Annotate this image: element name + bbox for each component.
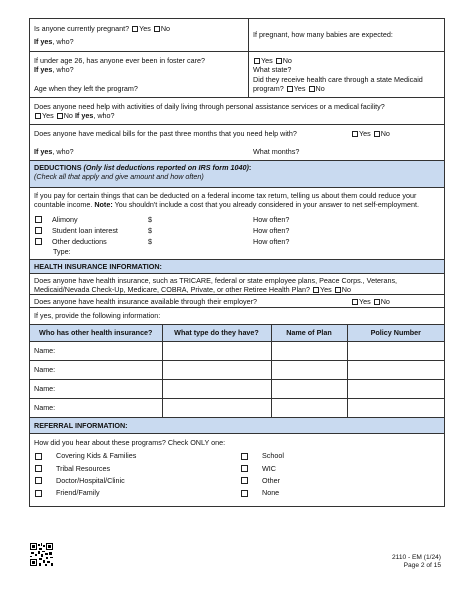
- deductions-note-label: Note:: [94, 200, 113, 210]
- table-row: [30, 341, 444, 360]
- col-plan: Name of Plan: [271, 325, 347, 341]
- referral-checkbox[interactable]: [241, 453, 248, 460]
- insurance-plan-cell[interactable]: [271, 341, 347, 360]
- referral-other: Other: [262, 476, 280, 486]
- alimony-amount[interactable]: $: [148, 214, 152, 224]
- pregnancy-section: [30, 19, 444, 52]
- insurance-name-cell[interactable]: Name:: [30, 360, 162, 379]
- referral-checkbox[interactable]: [35, 477, 42, 484]
- table-row: [30, 379, 444, 398]
- insurance-name-cell[interactable]: Name:: [30, 341, 162, 360]
- insurance-plan-cell[interactable]: [271, 398, 347, 417]
- insurance-type-cell[interactable]: [162, 379, 271, 398]
- referral-option: [240, 451, 440, 460]
- referral-checkbox[interactable]: [35, 490, 42, 497]
- qr-code-icon: [30, 543, 53, 566]
- foster-yes-label: Yes: [261, 56, 273, 65]
- referral-option: [34, 488, 240, 497]
- deductions-subheader: (Check all that apply and give amount and how often): [34, 172, 204, 182]
- deduction-other: [34, 236, 440, 247]
- foster-question: If under age 26, has anyone ever been in foster care?: [34, 56, 206, 65]
- foster-if-yes: If yes: [34, 65, 53, 75]
- referral-tribal: Tribal Resources: [56, 463, 111, 473]
- referral-body: [30, 436, 444, 506]
- medical-bills-no-label: No: [380, 129, 390, 138]
- health-insurance-q2: [30, 295, 444, 308]
- referral-option: [34, 451, 240, 460]
- insurance-name-cell[interactable]: Name:: [30, 379, 162, 398]
- referral-question: How did you hear about these programs? Check ONLY one:: [34, 438, 226, 447]
- health-q2-text: Does anyone have health insurance available through their employer?: [34, 297, 257, 306]
- referral-none: None: [262, 488, 280, 498]
- referral-wic: WIC: [262, 463, 276, 473]
- foster-medicaid-no-checkbox[interactable]: [309, 86, 315, 92]
- health-q1-no-label: No: [341, 285, 351, 295]
- insurance-policy-cell[interactable]: [347, 398, 444, 417]
- other-deductions-type: Type:: [53, 246, 71, 256]
- referral-options: [30, 449, 444, 501]
- adl-question: Does anyone need help with activities of daily living through personal assistance services or a medical facility?: [34, 102, 385, 111]
- insurance-table: [30, 325, 444, 417]
- referral-option: [240, 464, 440, 473]
- referral-option: [240, 476, 440, 485]
- pregnancy-yes-label: Yes: [139, 24, 151, 33]
- referral-covering-kids: Covering Kids & Families: [56, 451, 137, 461]
- other-deductions-how-often: How often?: [253, 236, 290, 246]
- health-insurance-header: HEALTH INSURANCE INFORMATION:: [30, 260, 444, 274]
- col-type: What type do they have?: [162, 325, 271, 341]
- pregnancy-no-checkbox[interactable]: [154, 26, 160, 32]
- pregnancy-question: Is anyone currently pregnant?: [34, 24, 130, 33]
- referral-option: [34, 464, 240, 473]
- student-loan-checkbox[interactable]: [35, 227, 42, 234]
- foster-age-left: Age when they left the program?: [34, 83, 138, 93]
- adl-no-label: No: [63, 111, 73, 121]
- medical-bills-yes-checkbox[interactable]: [352, 131, 358, 137]
- health-q2-no-checkbox[interactable]: [374, 299, 380, 305]
- referral-header: REFERRAL INFORMATION:: [30, 418, 444, 434]
- referral-checkbox[interactable]: [35, 453, 42, 460]
- page-number: Page 2 of 15: [403, 562, 441, 570]
- pregnancy-if-yes: If yes: [34, 37, 53, 47]
- referral-checkbox[interactable]: [241, 477, 248, 484]
- insurance-plan-cell[interactable]: [271, 379, 347, 398]
- medical-bills-who: , who?: [52, 147, 74, 157]
- medical-bills-question: Does anyone have medical bills for the past three months that you need help with?: [34, 129, 297, 138]
- insurance-table-header: [30, 325, 444, 341]
- table-row: [30, 360, 444, 379]
- insurance-policy-cell[interactable]: [347, 379, 444, 398]
- foster-no-checkbox[interactable]: [276, 58, 282, 64]
- health-q2-yes-label: Yes: [359, 297, 371, 306]
- foster-medicaid-program: program?: [253, 84, 284, 94]
- pregnancy-left: [30, 19, 249, 51]
- health-q1-yes-label: Yes: [320, 285, 332, 295]
- medical-bills-no-checkbox[interactable]: [374, 131, 380, 137]
- health-q2-no-label: No: [380, 297, 390, 306]
- medical-bills-section: [30, 125, 444, 161]
- deductions-note: You shouldn't include a cost that you already considered in your answer to net self-employment.: [112, 200, 419, 210]
- deductions-intro: If you pay for certain things that can be deducted on a federal income tax return, telling us about them could reduce your countable income.: [34, 191, 417, 210]
- referral-checkbox[interactable]: [241, 490, 248, 497]
- foster-medicaid-no-label: No: [315, 84, 325, 94]
- insurance-type-cell[interactable]: [162, 360, 271, 379]
- deductions-colon: :: [248, 163, 252, 172]
- pregnancy-right: [249, 19, 444, 51]
- adl-yes-checkbox[interactable]: [35, 113, 41, 119]
- foster-care-section: [30, 52, 444, 98]
- student-loan-amount[interactable]: $: [148, 225, 152, 235]
- medical-bills-if-yes: If yes: [34, 147, 53, 157]
- deductions-header: [30, 161, 444, 188]
- deduction-student-loan: [34, 225, 440, 236]
- student-loan-label: Student loan interest: [52, 225, 118, 235]
- form-id: 2110 - EM (1/24): [392, 554, 441, 561]
- medical-bills-yes-label: Yes: [359, 129, 371, 138]
- referral-checkbox[interactable]: [241, 465, 248, 472]
- other-deductions-label: Other deductions: [52, 236, 107, 246]
- pregnancy-who: , who?: [52, 37, 74, 47]
- col-policy: Policy Number: [347, 325, 444, 341]
- adl-yes-label: Yes: [42, 111, 54, 121]
- foster-medicaid-yes-label: Yes: [293, 84, 306, 94]
- foster-medicaid-question: Did they receive health care through a state Medicaid: [253, 74, 423, 84]
- deductions-title: DEDUCTIONS: [34, 163, 82, 172]
- referral-doctor: Doctor/Hospital/Clinic: [56, 476, 125, 486]
- insurance-type-cell[interactable]: [162, 398, 271, 417]
- other-deductions-checkbox[interactable]: [35, 238, 42, 245]
- alimony-checkbox[interactable]: [35, 216, 42, 223]
- referral-friend: Friend/Family: [56, 488, 100, 498]
- medical-bills-what-months: What months?: [253, 147, 300, 157]
- foster-medicaid-yes-checkbox[interactable]: [287, 86, 293, 92]
- daily-living-section: [30, 98, 444, 125]
- alimony-label: Alimony: [52, 214, 78, 224]
- col-who: Who has other health insurance?: [30, 325, 162, 341]
- table-row: [30, 398, 444, 417]
- insurance-table-container: [30, 325, 444, 418]
- health-q2-yes-checkbox[interactable]: [352, 299, 358, 305]
- foster-what-state: What state?: [253, 65, 292, 75]
- adl-who: , who?: [93, 111, 115, 121]
- adl-if-yes: If yes: [74, 111, 94, 121]
- referral-checkbox[interactable]: [35, 465, 42, 472]
- alimony-how-often: How often?: [253, 214, 290, 224]
- referral-school: School: [262, 451, 284, 461]
- pregnancy-yes-checkbox[interactable]: [132, 26, 138, 32]
- health-q1-text: Does anyone have health insurance, such as TRICARE, federal or state employee plans, Peace Corps., Veterans, Medicaid/Nevada Check-Up, Medicare, COBRA, Private, or other Retiree Health Plan?: [34, 276, 398, 295]
- deductions-irs-note: (Only list deductions reported on IRS form 1040): [83, 163, 249, 172]
- page-footer: [392, 554, 441, 570]
- health-if-yes-row: [30, 308, 444, 325]
- health-if-yes-text: If yes, provide the following information:: [34, 311, 161, 321]
- insurance-policy-cell[interactable]: [347, 360, 444, 379]
- adl-no-checkbox[interactable]: [57, 113, 63, 119]
- referral-option: [34, 476, 240, 485]
- insurance-type-cell[interactable]: [162, 341, 271, 360]
- foster-right: [249, 52, 444, 97]
- health-insurance-q1: [30, 274, 444, 295]
- other-deductions-amount[interactable]: $: [148, 236, 152, 246]
- insurance-policy-cell[interactable]: [347, 341, 444, 360]
- health-q1-yes-checkbox[interactable]: [313, 287, 319, 293]
- babies-expected-label: If pregnant, how many babies are expected:: [253, 30, 393, 40]
- referral-option: [240, 488, 440, 497]
- foster-no-label: No: [282, 56, 292, 65]
- pregnancy-no-label: No: [160, 24, 171, 33]
- foster-left: [30, 52, 249, 97]
- insurance-name-cell[interactable]: Name:: [30, 398, 162, 417]
- foster-yes-checkbox[interactable]: [254, 58, 260, 64]
- application-form: [29, 18, 445, 507]
- deduction-alimony: [34, 214, 440, 225]
- foster-who: , who?: [52, 65, 74, 75]
- health-q1-no-checkbox[interactable]: [335, 287, 341, 293]
- student-loan-how-often: How often?: [253, 225, 290, 235]
- insurance-plan-cell[interactable]: [271, 360, 347, 379]
- deductions-body: [30, 188, 444, 260]
